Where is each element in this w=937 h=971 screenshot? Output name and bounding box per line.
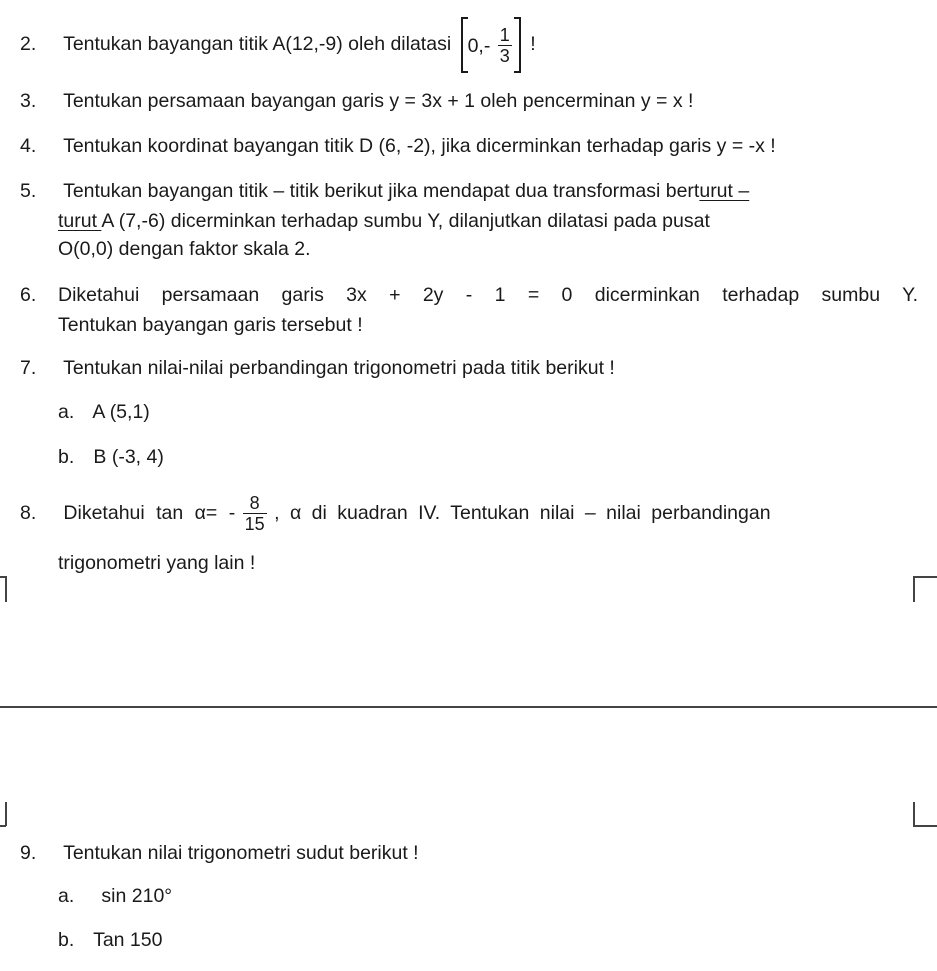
question-8-line-2: trigonometri yang lain ! bbox=[58, 552, 256, 574]
question-7-text: Tentukan nilai-nilai perbandingan trigonometri pada titik berikut ! bbox=[63, 357, 615, 379]
item-text: A (5,1) bbox=[92, 401, 150, 423]
question-3-number: 3. bbox=[20, 90, 37, 112]
item-label: a. bbox=[58, 401, 75, 423]
page-corner-right-bottom bbox=[913, 802, 915, 826]
question-9-item-b bbox=[58, 928, 162, 952]
item-text: B (-3, 4) bbox=[93, 446, 164, 468]
question-8-text: Diketahui tan α= - bbox=[63, 502, 236, 524]
question-4-number: 4. bbox=[20, 135, 37, 157]
item-text: Tan 150 bbox=[93, 929, 163, 951]
question-5-line-2-text: A (7,-6) dicerminkan terhadap sumbu Y, dilanjutkan dilatasi pada pusat bbox=[101, 210, 710, 232]
question-8-text-after: , α di kuadran IV. Tentukan nilai – nilai perbandingan bbox=[274, 502, 771, 524]
page-divider bbox=[0, 706, 937, 708]
item-label: b. bbox=[58, 446, 75, 468]
fraction-numerator: 8 bbox=[243, 493, 267, 514]
page-corner-left-bottom bbox=[5, 802, 7, 826]
question-6-line-2: Tentukan bayangan garis tersebut ! bbox=[58, 314, 363, 336]
page-corner-right-bottom-h bbox=[913, 825, 937, 827]
question-5-line-3 bbox=[58, 237, 311, 261]
question-7-item-a bbox=[58, 400, 150, 424]
question-8 bbox=[20, 488, 918, 538]
question-7 bbox=[20, 356, 615, 380]
page-corner-right-top bbox=[913, 576, 937, 578]
fraction-numerator: 1 bbox=[499, 25, 510, 46]
dilation-matrix bbox=[461, 17, 521, 73]
question-5-line-1: Tentukan bayangan titik – titik berikut jika mendapat dua transformasi bert bbox=[63, 180, 700, 202]
question-9-number: 9. bbox=[20, 842, 37, 864]
question-6-number: 6. bbox=[20, 284, 37, 306]
page-corner-right-vertical bbox=[913, 576, 915, 602]
question-9-text: Tentukan nilai trigonometri sudut berikut ! bbox=[63, 842, 419, 864]
fraction-denominator: 3 bbox=[499, 46, 510, 67]
question-9-item-a bbox=[58, 884, 172, 908]
question-8-number: 8. bbox=[20, 502, 37, 524]
question-7-number: 7. bbox=[20, 357, 37, 379]
question-5-line-2 bbox=[58, 209, 918, 233]
question-3-text: Tentukan persamaan bayangan garis y = 3x + 1 oleh pencerminan y = x ! bbox=[63, 90, 694, 112]
question-5 bbox=[20, 179, 749, 203]
question-2-text: Tentukan bayangan titik A(12,-9) oleh dilatasi bbox=[63, 33, 452, 55]
matrix-fraction bbox=[498, 25, 512, 66]
page-corner-left-bottom-h bbox=[0, 825, 6, 827]
question-7-item-b bbox=[58, 445, 164, 469]
question-4-text: Tentukan koordinat bayangan titik D (6, -2), jika dicerminkan terhadap garis y = -x ! bbox=[63, 135, 776, 157]
question-5-underlined-word: turut bbox=[58, 210, 102, 232]
question-5-line-3-text: O(0,0) dengan faktor skala 2. bbox=[58, 238, 311, 260]
question-3 bbox=[20, 89, 693, 113]
tan-fraction bbox=[243, 493, 267, 534]
question-6-line-1: Diketahui persamaan garis 3x + 2y - 1 = 0 dicerminkan terhadap sumbu Y. bbox=[58, 284, 918, 306]
item-text: sin 210° bbox=[101, 885, 173, 907]
item-label: a. bbox=[58, 885, 75, 907]
question-9 bbox=[20, 841, 419, 865]
question-5-line-1-underlined: urut – bbox=[699, 180, 750, 202]
question-5-number: 5. bbox=[20, 180, 37, 202]
question-4 bbox=[20, 134, 776, 158]
page-corner-left-vertical bbox=[5, 576, 7, 602]
matrix-left-entry: 0,- bbox=[467, 34, 491, 57]
fraction-denominator: 15 bbox=[244, 514, 265, 535]
question-2-number: 2. bbox=[20, 33, 37, 55]
question-2 bbox=[20, 16, 536, 72]
question-2-end: ! bbox=[530, 33, 536, 55]
item-label: b. bbox=[58, 929, 75, 951]
